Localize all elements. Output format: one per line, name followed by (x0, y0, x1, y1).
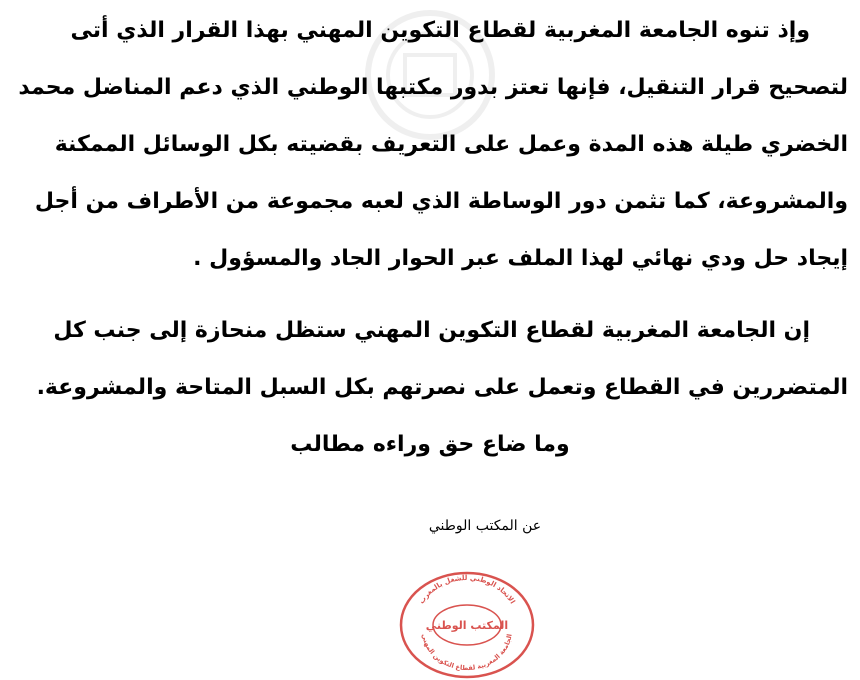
closing-slogan: وما ضاع حق وراءه مطالب (290, 432, 570, 457)
stamp-ring-bottom-text: الجامعة المغربية لقطاع التكوين المهني (420, 633, 514, 673)
paragraph-2 (14, 302, 848, 416)
paragraph-1-line-3: الخضري طيلة هذه المدة وعمل على التعريف بقضيته بكل الوسائل الممكنة (54, 132, 848, 157)
stamp-ring-top-text: الاتحاد الوطني للشغل بالمغرب (417, 573, 517, 606)
signature-line: عن المكتب الوطني (428, 518, 542, 534)
stamp-seal (394, 570, 540, 680)
svg-text:الاتحاد الوطني للشغل بالمغرب (418, 574, 517, 605)
paragraph-1-line-5: إيجاد حل ودي نهائي لهذا الملف عبر الحوار الجاد والمسؤول . (193, 246, 848, 271)
paragraph-1-line-2: لتصحيح قرار التنقيل، فإنها تعتز بدور مكتبها الوطني الذي دعم المناضل محمد (18, 75, 848, 100)
paragraph-2-line-2: المتضررين في القطاع وتعمل على نصرتهم بكل السبل المتاحة والمشروعة. (36, 375, 848, 400)
paragraph-1-line-4: والمشروعة، كما تثمن دور الوساطة الذي لعبه مجموعة من الأطراف من أجل (34, 189, 848, 214)
paragraph-2-line-1: إن الجامعة المغربية لقطاع التكوين المهني ستظل منحازة إلى جنب كل (53, 318, 810, 343)
paragraph-1 (14, 2, 848, 287)
paragraph-1-line-1: وإذ تنوه الجامعة المغربية لقطاع التكوين المهني بهذا القرار الذي أتى (70, 18, 810, 43)
stamp-center-text: المكتب الوطني (425, 619, 509, 632)
svg-text:الجامعة المغربية لقطاع التكوين (420, 633, 514, 672)
